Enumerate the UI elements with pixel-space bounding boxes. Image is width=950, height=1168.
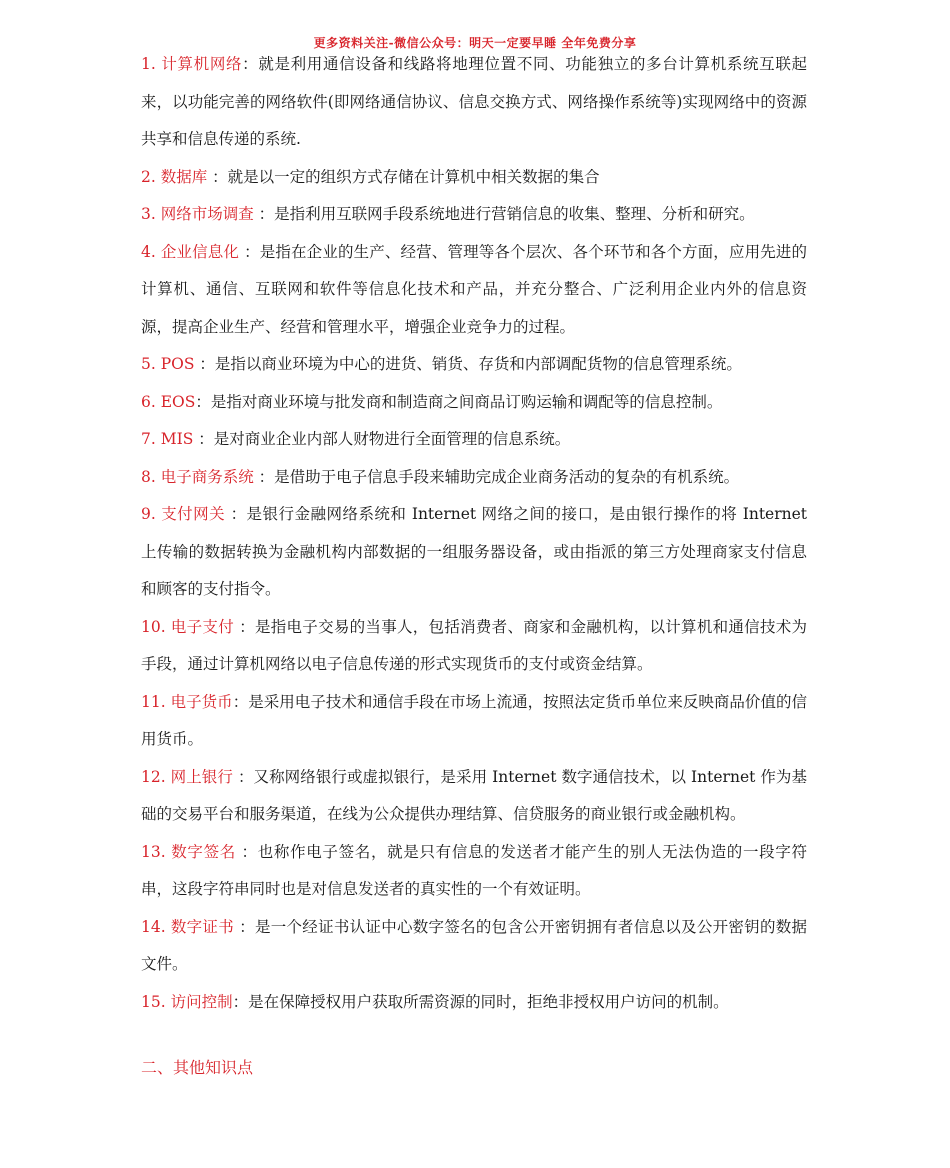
definition-text: ：是银行金融网络系统和 Internet 网络之间的接口，是由银行操作的将 Internet 上传输的数据转换为金融机构内部数据的一组服务器设备，或由指派的第三方处理商家支付信息和顾客的支付指令。 <box>141 505 808 598</box>
section-heading: 二、其他知识点 <box>141 1058 254 1077</box>
definition-entry-3 <box>141 196 807 234</box>
definition-text: ：是借助于电子信息手段来辅助完成企业商务活动的复杂的有机系统。 <box>253 467 740 486</box>
term-label: 10. 电子支付 <box>141 617 234 636</box>
term-label: 5. POS <box>141 355 195 373</box>
definition-text: ：是对商业企业内部人财物进行全面管理的信息系统。 <box>193 430 571 448</box>
definition-entry-10 <box>141 609 807 684</box>
definition-entry-13 <box>141 834 807 909</box>
definition-entry-15 <box>141 984 807 1022</box>
definition-entry-11 <box>141 684 807 759</box>
term-label: 2. 数据库 <box>141 167 208 186</box>
definition-text: ：是指对商业环境与批发商和制造商之间商品订购运输和调配等的信息控制。 <box>195 392 723 411</box>
term-label: 15. 访问控制 <box>141 992 233 1011</box>
term-label: 14. 数字证书 <box>141 917 234 936</box>
definition-entry-12 <box>141 759 807 834</box>
definition-entry-9 <box>141 496 807 609</box>
definition-entry-1 <box>141 46 807 159</box>
definition-entry-5 <box>141 346 807 384</box>
term-label: 8. 电子商务系统 <box>141 467 254 486</box>
definition-text: ：是指利用互联网手段系统地进行营销信息的收集、整理、分析和研究。 <box>253 205 755 223</box>
term-label: 11. 电子货币 <box>141 692 233 711</box>
term-label: 4. 企业信息化 <box>141 242 240 261</box>
header-watermark-note: 更多资料关注-微信公众号：明天一定要早睡 全年免费分享 <box>313 36 637 50</box>
term-label: 1. 计算机网络 <box>141 55 243 73</box>
definition-entry-14 <box>141 909 807 984</box>
definition-entry-7 <box>141 421 807 459</box>
definition-entry-4 <box>141 234 807 347</box>
definition-text: ：是指电子交易的当事人，包括消费者、商家和金融机构，以计算机和通信技术为手段，通过计算机网络以电子信息传递的形式实现货币的支付或资金结算。 <box>141 617 807 673</box>
definition-entry-6 <box>141 384 807 422</box>
term-label: 7. MIS <box>141 430 194 448</box>
definition-text: ：是在保障授权用户获取所需资源的同时，拒绝非授权用户访问的机制。 <box>232 992 729 1011</box>
definition-text: ：是指以商业环境为中心的进货、销货、存货和内部调配货物的信息管理系统。 <box>194 355 742 373</box>
term-label: 12. 网上银行 <box>141 767 233 786</box>
term-label: 6. EOS <box>141 392 196 411</box>
definition-entry-8 <box>141 459 807 497</box>
definition-text: ：就是以一定的组织方式存储在计算机中相关数据的集合 <box>207 167 600 186</box>
definitions-list <box>141 46 807 1021</box>
definition-text: ：是指在企业的生产、经营、管理等各个层次、各个环节和各个方面，应用先进的计算机、通信、互联网和软件等信息化技术和产品，并充分整合、广泛利用企业内外的信息资源，提高企业生产、经营和管理水平，增强企业竞争力的过程。 <box>141 242 808 336</box>
definition-text: ：又称网络银行或虚拟银行，是采用 Internet 数字通信技术，以 Internet 作为基础的交易平台和服务渠道，在线为公众提供办理结算、信贷服务的商业银行或金融机构。 <box>141 767 807 823</box>
definition-text: ：也称作电子签名，就是只有信息的发送者才能产生的别人无法伪造的一段字符串，这段字符串同时也是对信息发送者的真实性的一个有效证明。 <box>141 842 807 898</box>
term-label: 3. 网络市场调查 <box>141 205 254 223</box>
term-label: 13. 数字签名 <box>141 842 236 861</box>
term-label: 9. 支付网关 <box>141 505 226 523</box>
definition-text: ：是一个经证书认证中心数字签名的包含公开密钥拥有者信息以及公开密钥的数据文件。 <box>141 917 807 973</box>
definition-entry-2 <box>141 159 807 197</box>
definition-text: ：就是利用通信设备和线路将地理位置不同、功能独立的多台计算机系统互联起来，以功能完善的网络软件(即网络通信协议、信息交换方式、网络操作系统等)实现网络中的资源共享和信息传递的系统. <box>141 55 807 148</box>
definition-text: ：是采用电子技术和通信手段在市场上流通，按照法定货币单位来反映商品价值的信用货币。 <box>141 692 808 748</box>
